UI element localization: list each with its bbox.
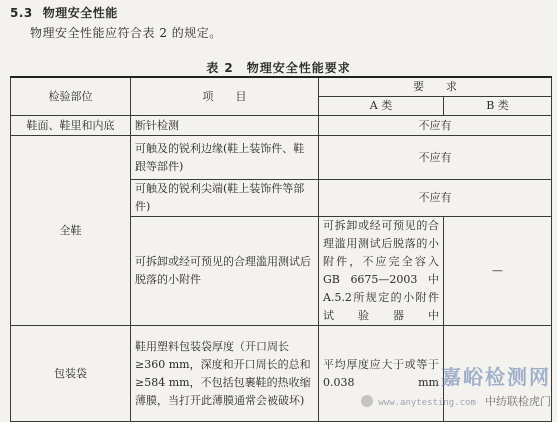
cell-part: 鞋面、鞋里和内底 xyxy=(11,116,131,136)
cell-requirement: 不应有 xyxy=(319,136,552,180)
section-number: 5.3 xyxy=(10,6,33,20)
table-title: 表 2 物理安全性能要求 xyxy=(206,61,351,75)
cell-part: 包装袋 xyxy=(11,326,131,422)
cell-item: 断针检测 xyxy=(131,116,319,136)
cell-item: 可触及的锐利边缘(鞋上装饰件、鞋跟等部件) xyxy=(131,136,319,180)
physical-safety-table xyxy=(10,76,552,422)
header-requirement: 要 求 xyxy=(319,77,552,97)
cell-class-b: — xyxy=(444,217,552,326)
header-row xyxy=(11,77,552,97)
section-intro: 物理安全性能应符合表 2 的规定。 xyxy=(30,26,222,40)
header-class-b: B 类 xyxy=(444,97,552,116)
section-heading xyxy=(10,4,118,21)
table-row xyxy=(11,136,552,180)
cell-class-a: 平均厚度应大于或等于 0.038 mm xyxy=(319,326,444,422)
table-row xyxy=(11,116,552,136)
watermark-sub: 中纺联检虎门 xyxy=(485,395,551,408)
cell-part: 全鞋 xyxy=(11,136,131,326)
cell-requirement: 不应有 xyxy=(319,116,552,136)
cell-requirement: 不应有 xyxy=(319,180,552,217)
header-part: 检验部位 xyxy=(11,77,131,116)
watermark-url: www.anytesting.com xyxy=(378,398,476,408)
table-row xyxy=(11,326,552,422)
cell-item: 可触及的锐利尖端(鞋上装饰件等部件) xyxy=(131,180,319,217)
cell-class-a: 可拆卸或经可预见的合理滥用测试后脱落的小附件，不应完全容入 GB 6675—2003 中A.5.2所规定的小附件试验器中 xyxy=(319,217,444,326)
section-title: 物理安全性能 xyxy=(42,6,118,20)
header-class-a: A 类 xyxy=(319,97,444,116)
header-item: 项 目 xyxy=(131,77,319,116)
cell-item: 鞋用塑料包装袋厚度（开口周长≥360 mm，深度和开口周长的总和≥584 mm，不包括包裹鞋的热收缩薄膜，当打开此薄膜通常会被破坏) xyxy=(131,326,319,422)
cell-class-b xyxy=(444,326,552,422)
cell-item: 可拆卸或经可预见的合理滥用测试后脱落的小附件 xyxy=(131,217,319,326)
watermark-brand: 嘉峪检测网 xyxy=(441,365,551,389)
